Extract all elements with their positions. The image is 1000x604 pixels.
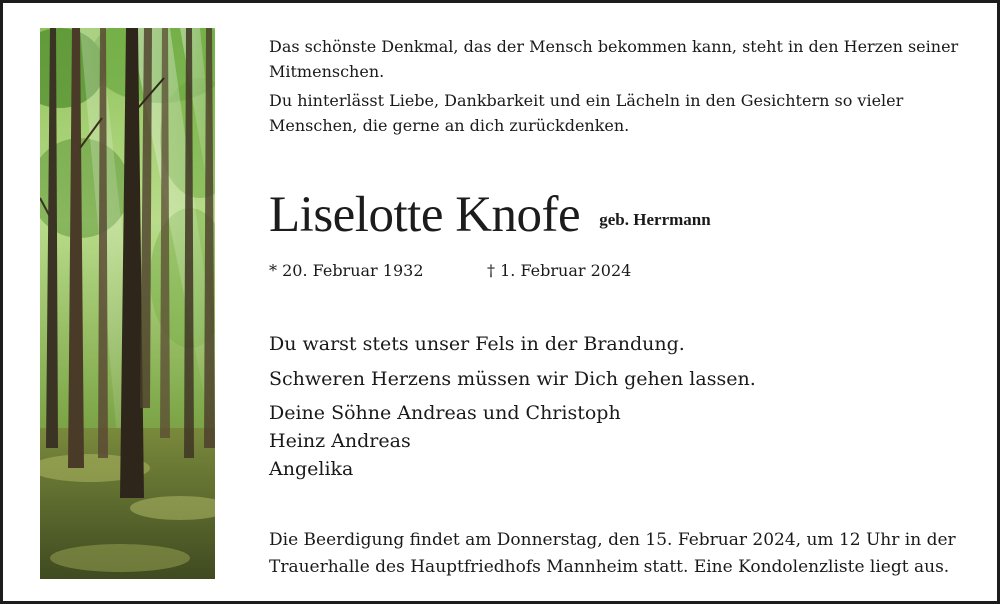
intro-line-1: Das schönste Denkmal, das der Mensch bekommen kann, steht in den Herzen seiner Mitmenschen.: [269, 37, 959, 81]
intro-quote: [269, 34, 979, 142]
intro-line-2: Du hinterlässt Liebe, Dankbarkeit und ein Lächeln in den Gesichtern so vieler Menschen, die gerne an dich zurückdenken.: [269, 91, 904, 135]
life-dates: [269, 260, 632, 282]
funeral-text: Die Beerdigung findet am Donnerstag, den 15. Februar 2024, um 12 Uhr in der Trauerhalle des Hauptfriedhofs Mannheim statt. Eine Kondolenzliste liegt aus.: [269, 530, 956, 577]
mourner: Angelika: [269, 458, 354, 480]
deceased-name-row: [269, 185, 711, 245]
motto: [269, 328, 756, 398]
death-date: † 1. Februar 2024: [487, 261, 632, 280]
mourner: Heinz Andreas: [269, 430, 411, 452]
funeral-notice: [269, 527, 984, 581]
mourners-list: [269, 399, 621, 483]
motto-line-1: Du warst stets unser Fels in der Brandung.: [269, 333, 685, 355]
birth-date: * 20. Februar 1932: [269, 261, 424, 280]
motto-line-2: Schweren Herzens müssen wir Dich gehen lassen.: [269, 368, 756, 390]
mourner: Deine Söhne Andreas und Christoph: [269, 402, 621, 424]
maiden-name: geb. Herrmann: [599, 210, 711, 229]
forest-photo: [40, 28, 215, 579]
deceased-name: Liselotte Knofe: [269, 187, 581, 243]
